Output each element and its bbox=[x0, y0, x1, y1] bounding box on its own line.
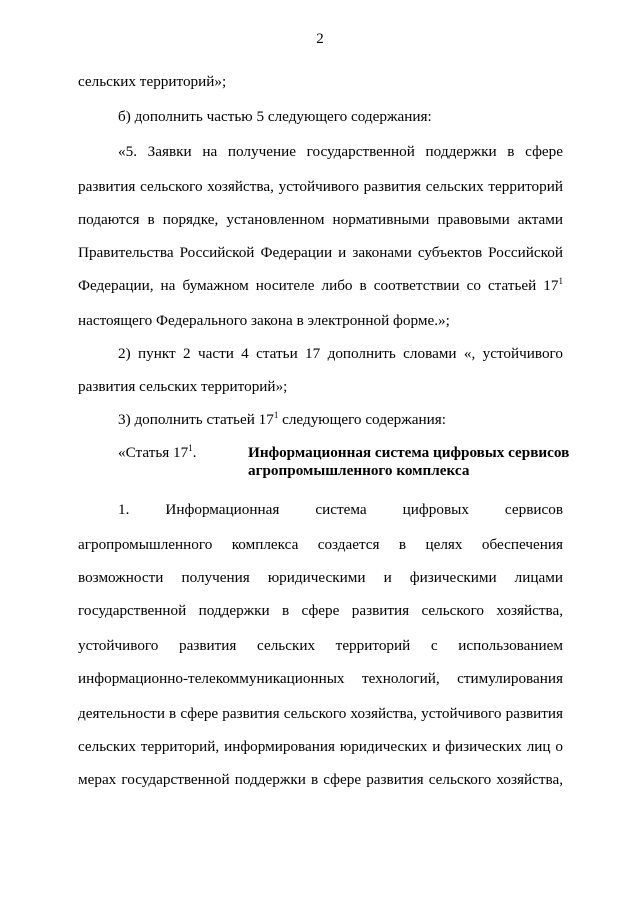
superscript: 1 bbox=[273, 410, 279, 420]
text-line: Правительства Российской Федерации и законами субъектов Российской bbox=[78, 244, 563, 261]
article-title-line: Информационная система цифровых сервисов bbox=[248, 444, 570, 461]
text-line bbox=[78, 277, 563, 295]
article-label-suffix: . bbox=[192, 444, 197, 461]
article-label bbox=[118, 444, 197, 462]
text-line: агропромышленного комплекса создается в целях обеспечения bbox=[78, 536, 563, 553]
text-line: развития сельских территорий»; bbox=[78, 378, 288, 395]
text-line: б) дополнить частью 5 следующего содержания: bbox=[118, 108, 432, 125]
article-title-line: агропромышленного комплекса bbox=[248, 462, 470, 479]
text-fragment: 3) дополнить статьей 17 bbox=[118, 411, 274, 428]
superscript: 1 bbox=[558, 276, 563, 286]
text-line: 1. Информационная система цифровых сервисов bbox=[118, 501, 563, 518]
text-line: сельских территорий»; bbox=[78, 73, 227, 90]
text-fragment: следующего содержания: bbox=[278, 411, 446, 428]
text-line bbox=[118, 411, 563, 429]
text-line: государственной поддержки в сфере развития сельского хозяйства, bbox=[78, 602, 563, 619]
text-line: устойчивого развития сельских территорий с использованием bbox=[78, 637, 563, 654]
text-fragment: Федерации, на бумажном носителе либо в соответствии со статьей 17 bbox=[78, 277, 559, 294]
text-line: деятельности в сфере развития сельского хозяйства, устойчивого развития bbox=[78, 705, 563, 722]
page-number: 2 bbox=[316, 31, 324, 47]
superscript: 1 bbox=[188, 443, 193, 453]
text-line: сельских территорий, информирования юридических и физических лиц о bbox=[78, 738, 563, 755]
text-line: «5. Заявки на получение государственной поддержки в сфере bbox=[118, 143, 563, 160]
article-label-text: «Статья 17 bbox=[118, 444, 189, 461]
text-line: информационно-телекоммуникационных технологий, стимулирования bbox=[78, 670, 563, 687]
text-line: мерах государственной поддержки в сфере развития сельского хозяйства, bbox=[78, 771, 563, 788]
text-line: настоящего Федерального закона в электронной форме.»; bbox=[78, 312, 450, 329]
text-line: возможности получения юридическими и физическими лицами bbox=[78, 569, 563, 586]
text-line: развития сельского хозяйства, устойчивого развития сельских территорий bbox=[78, 178, 563, 195]
text-line: подаются в порядке, установленном нормативными правовыми актами bbox=[78, 211, 563, 228]
article-title bbox=[248, 444, 570, 480]
text-line: 2) пункт 2 части 4 статьи 17 дополнить словами «, устойчивого bbox=[118, 345, 563, 362]
